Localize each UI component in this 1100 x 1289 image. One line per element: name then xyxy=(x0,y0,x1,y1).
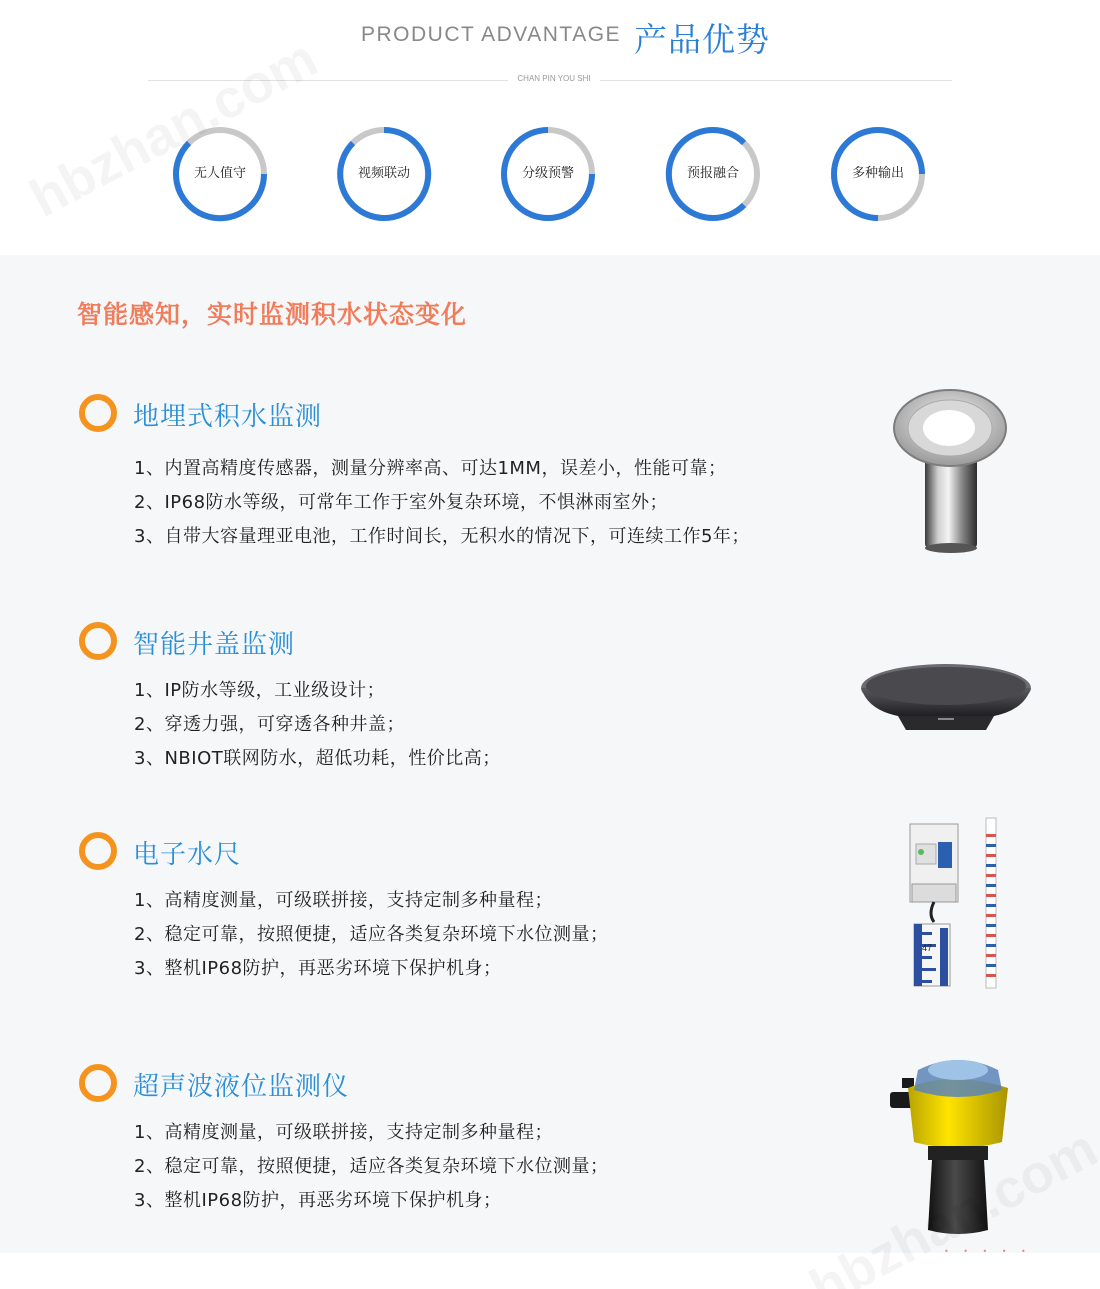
feature-item: 2、IP68防水等级，可常年工作于室外复杂环境，不惧淋雨室外； xyxy=(134,492,669,513)
feature-item: 1、高精度测量，可级联拼接，支持定制多种量程； xyxy=(134,890,553,911)
section-title-en: PRODUCT ADVANTAGE xyxy=(361,23,622,46)
feature-item: 1、IP防水等级，工业级设计； xyxy=(134,680,386,701)
feature-item: 1、高精度测量，可级联拼接，支持定制多种量程； xyxy=(134,1122,553,1143)
title-divider-right xyxy=(600,80,952,81)
feature-item: 1、内置高精度传感器，测量分辨率高、可达1MM，误差小，性能可靠； xyxy=(134,458,727,479)
bullet-ring-icon xyxy=(79,394,117,432)
gauge-marker-text: 47 xyxy=(922,943,933,953)
advantage-badge-grading-alert xyxy=(500,126,596,222)
feature-item: 3、NBIOT联网防水，超低功耗，性价比高； xyxy=(134,748,501,769)
electronic-gauge-image xyxy=(900,814,1010,992)
section-title-pinyin: CHAN PIN YOU SHI xyxy=(517,74,591,83)
feature-item: 2、稳定可靠，按照便捷，适应各类复杂环境下水位测量； xyxy=(134,1156,609,1177)
feature-item: 2、稳定可靠，按照便捷，适应各类复杂环境下水位测量； xyxy=(134,924,609,945)
advantage-badge-multi-output xyxy=(830,126,926,222)
section-title-manhole: 智能井盖监测 xyxy=(133,630,296,660)
features-headline: 智能感知，实时监测积水状态变化 xyxy=(77,300,468,329)
advantage-label: 分级预警 xyxy=(521,166,574,181)
feature-item: 3、整机IP68防护，再恶劣环境下保护机身； xyxy=(134,1190,502,1211)
advantage-badge-video-link xyxy=(336,126,432,222)
advantage-label: 视频联动 xyxy=(357,166,410,181)
advantage-label: 多种输出 xyxy=(851,166,904,181)
decorative-dots: • • • • • xyxy=(944,1247,1032,1256)
bullet-ring-icon xyxy=(79,622,117,660)
section-title-ultrasonic: 超声波液位监测仪 xyxy=(133,1072,350,1102)
section-title-buried: 地埋式积水监测 xyxy=(133,402,323,432)
advantage-badge-forecast-fusion xyxy=(665,126,761,222)
feature-item: 3、整机IP68防护，再恶劣环境下保护机身； xyxy=(134,958,502,979)
bullet-ring-icon xyxy=(79,1064,117,1102)
feature-item: 3、自带大容量理亚电池，工作时间长，无积水的情况下，可连续工作5年； xyxy=(134,526,750,547)
buried-sensor-image xyxy=(890,388,1020,556)
section-title-gauge: 电子水尺 xyxy=(133,840,242,870)
bullet-ring-icon xyxy=(79,832,117,870)
advantage-label: 预报融合 xyxy=(686,166,739,181)
advantage-label: 无人值守 xyxy=(193,166,246,181)
manhole-sensor-image xyxy=(858,658,1034,734)
feature-item: 2、穿透力强，可穿透各种井盖； xyxy=(134,714,405,735)
section-title-cn: 产品优势 xyxy=(634,20,770,59)
